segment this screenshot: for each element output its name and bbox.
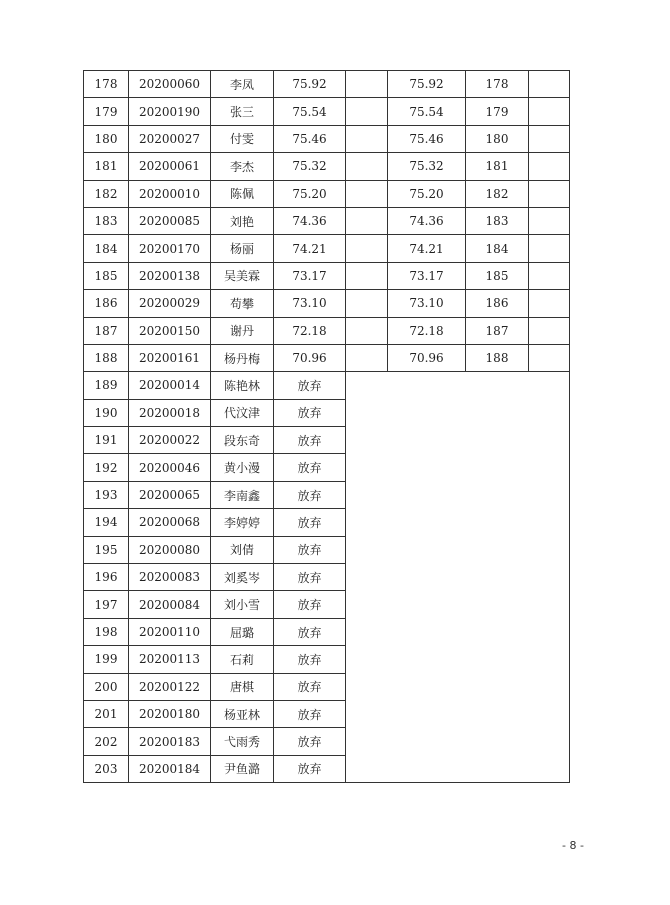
- position-cell: 180: [466, 125, 529, 152]
- blank-cell: [346, 755, 388, 782]
- rank-cell: 188: [84, 344, 129, 371]
- rank-cell: 202: [84, 728, 129, 755]
- table-row: [84, 618, 570, 645]
- total-score-cell: 73.10: [388, 290, 466, 317]
- position-cell: [466, 372, 529, 399]
- candidate-id-cell: 20200170: [129, 235, 211, 262]
- blank-cell: [346, 71, 388, 98]
- name-cell: 屈璐: [211, 618, 274, 645]
- table-row: [84, 591, 570, 618]
- rank-cell: 189: [84, 372, 129, 399]
- note-cell: [529, 344, 570, 371]
- position-cell: [466, 646, 529, 673]
- total-score-cell: [388, 646, 466, 673]
- blank-cell: [346, 673, 388, 700]
- score-cell: 74.21: [274, 235, 346, 262]
- blank-cell: [346, 454, 388, 481]
- name-cell: 陈艳林: [211, 372, 274, 399]
- note-cell: [529, 262, 570, 289]
- blank-cell: [346, 317, 388, 344]
- score-cell: 73.17: [274, 262, 346, 289]
- score-cell: 放弃: [274, 481, 346, 508]
- note-cell: [529, 98, 570, 125]
- score-cell: 75.92: [274, 71, 346, 98]
- total-score-cell: [388, 673, 466, 700]
- rank-cell: 181: [84, 153, 129, 180]
- note-cell: [529, 153, 570, 180]
- candidate-id-cell: 20200110: [129, 618, 211, 645]
- candidate-id-cell: 20200046: [129, 454, 211, 481]
- name-cell: 陈佩: [211, 180, 274, 207]
- note-cell: [529, 372, 570, 399]
- position-cell: [466, 564, 529, 591]
- candidate-id-cell: 20200085: [129, 207, 211, 234]
- rank-cell: 199: [84, 646, 129, 673]
- total-score-cell: 75.32: [388, 153, 466, 180]
- candidate-id-cell: 20200083: [129, 564, 211, 591]
- position-cell: 183: [466, 207, 529, 234]
- position-cell: 178: [466, 71, 529, 98]
- candidate-id-cell: 20200027: [129, 125, 211, 152]
- note-cell: [529, 317, 570, 344]
- blank-cell: [346, 591, 388, 618]
- position-cell: 182: [466, 180, 529, 207]
- note-cell: [529, 399, 570, 426]
- candidate-id-cell: 20200080: [129, 536, 211, 563]
- score-cell: 70.96: [274, 344, 346, 371]
- candidate-id-cell: 20200138: [129, 262, 211, 289]
- candidate-id-cell: 20200190: [129, 98, 211, 125]
- rank-cell: 190: [84, 399, 129, 426]
- table-row: [84, 481, 570, 508]
- name-cell: 谢丹: [211, 317, 274, 344]
- table-row: [84, 509, 570, 536]
- position-cell: [466, 454, 529, 481]
- score-cell: 放弃: [274, 728, 346, 755]
- position-cell: [466, 673, 529, 700]
- blank-cell: [346, 235, 388, 262]
- name-cell: 付雯: [211, 125, 274, 152]
- position-cell: [466, 399, 529, 426]
- position-cell: [466, 427, 529, 454]
- note-cell: [529, 755, 570, 782]
- position-cell: 181: [466, 153, 529, 180]
- note-cell: [529, 290, 570, 317]
- candidate-id-cell: 20200184: [129, 755, 211, 782]
- name-cell: 李凤: [211, 71, 274, 98]
- note-cell: [529, 509, 570, 536]
- total-score-cell: [388, 564, 466, 591]
- blank-cell: [346, 262, 388, 289]
- score-cell: 放弃: [274, 591, 346, 618]
- note-cell: [529, 728, 570, 755]
- blank-cell: [346, 728, 388, 755]
- position-cell: [466, 755, 529, 782]
- candidate-id-cell: 20200122: [129, 673, 211, 700]
- table-row: [84, 71, 570, 98]
- score-cell: 放弃: [274, 564, 346, 591]
- position-cell: [466, 481, 529, 508]
- position-cell: 188: [466, 344, 529, 371]
- total-score-cell: 72.18: [388, 317, 466, 344]
- blank-cell: [346, 180, 388, 207]
- candidate-id-cell: 20200010: [129, 180, 211, 207]
- rank-cell: 196: [84, 564, 129, 591]
- table-row: [84, 98, 570, 125]
- name-cell: 李南鑫: [211, 481, 274, 508]
- name-cell: 代汶津: [211, 399, 274, 426]
- position-cell: [466, 618, 529, 645]
- score-cell: 放弃: [274, 536, 346, 563]
- candidate-id-cell: 20200060: [129, 71, 211, 98]
- note-cell: [529, 180, 570, 207]
- score-cell: 放弃: [274, 427, 346, 454]
- blank-cell: [346, 700, 388, 727]
- note-cell: [529, 427, 570, 454]
- table-row: [84, 700, 570, 727]
- rank-cell: 186: [84, 290, 129, 317]
- blank-cell: [346, 399, 388, 426]
- score-cell: 74.36: [274, 207, 346, 234]
- position-cell: [466, 509, 529, 536]
- position-cell: [466, 536, 529, 563]
- note-cell: [529, 207, 570, 234]
- rank-cell: 203: [84, 755, 129, 782]
- name-cell: 段东奇: [211, 427, 274, 454]
- rank-cell: 180: [84, 125, 129, 152]
- blank-cell: [346, 618, 388, 645]
- table-row: [84, 427, 570, 454]
- candidate-id-cell: 20200161: [129, 344, 211, 371]
- position-cell: [466, 728, 529, 755]
- total-score-cell: 70.96: [388, 344, 466, 371]
- total-score-cell: 74.36: [388, 207, 466, 234]
- table-row: [84, 399, 570, 426]
- blank-cell: [346, 481, 388, 508]
- name-cell: 尹鱼潞: [211, 755, 274, 782]
- blank-cell: [346, 564, 388, 591]
- total-score-cell: [388, 454, 466, 481]
- candidate-id-cell: 20200084: [129, 591, 211, 618]
- name-cell: 李婷婷: [211, 509, 274, 536]
- table-row: [84, 262, 570, 289]
- score-cell: 放弃: [274, 509, 346, 536]
- candidate-id-cell: 20200065: [129, 481, 211, 508]
- table-row: [84, 755, 570, 782]
- total-score-cell: [388, 700, 466, 727]
- note-cell: [529, 71, 570, 98]
- table-row: [84, 454, 570, 481]
- score-cell: 73.10: [274, 290, 346, 317]
- table-row: [84, 290, 570, 317]
- table-row: [84, 344, 570, 371]
- blank-cell: [346, 372, 388, 399]
- total-score-cell: 73.17: [388, 262, 466, 289]
- rank-cell: 182: [84, 180, 129, 207]
- total-score-cell: [388, 728, 466, 755]
- table-row: [84, 728, 570, 755]
- score-cell: 75.46: [274, 125, 346, 152]
- score-cell: 75.32: [274, 153, 346, 180]
- candidate-id-cell: 20200061: [129, 153, 211, 180]
- name-cell: 杨亚林: [211, 700, 274, 727]
- table-row: [84, 317, 570, 344]
- score-cell: 放弃: [274, 618, 346, 645]
- candidate-id-cell: 20200180: [129, 700, 211, 727]
- name-cell: 石莉: [211, 646, 274, 673]
- table-row: [84, 125, 570, 152]
- score-cell: 75.54: [274, 98, 346, 125]
- rank-cell: 185: [84, 262, 129, 289]
- candidate-id-cell: 20200018: [129, 399, 211, 426]
- name-cell: 苟攀: [211, 290, 274, 317]
- total-score-cell: [388, 618, 466, 645]
- total-score-cell: 75.20: [388, 180, 466, 207]
- blank-cell: [346, 290, 388, 317]
- table-row: [84, 673, 570, 700]
- position-cell: 187: [466, 317, 529, 344]
- blank-cell: [346, 344, 388, 371]
- blank-cell: [346, 153, 388, 180]
- candidate-id-cell: 20200183: [129, 728, 211, 755]
- name-cell: 唐棋: [211, 673, 274, 700]
- name-cell: 李杰: [211, 153, 274, 180]
- score-cell: 放弃: [274, 454, 346, 481]
- note-cell: [529, 646, 570, 673]
- name-cell: 杨丹梅: [211, 344, 274, 371]
- score-cell: 放弃: [274, 646, 346, 673]
- total-score-cell: [388, 536, 466, 563]
- candidate-id-cell: 20200022: [129, 427, 211, 454]
- rank-cell: 179: [84, 98, 129, 125]
- position-cell: 185: [466, 262, 529, 289]
- note-cell: [529, 591, 570, 618]
- total-score-cell: 75.92: [388, 71, 466, 98]
- name-cell: 杨丽: [211, 235, 274, 262]
- results-table-body: [84, 71, 570, 783]
- table-row: [84, 564, 570, 591]
- position-cell: [466, 700, 529, 727]
- table-row: [84, 153, 570, 180]
- note-cell: [529, 125, 570, 152]
- note-cell: [529, 536, 570, 563]
- note-cell: [529, 618, 570, 645]
- rank-cell: 193: [84, 481, 129, 508]
- score-cell: 放弃: [274, 700, 346, 727]
- score-cell: 放弃: [274, 372, 346, 399]
- score-cell: 放弃: [274, 399, 346, 426]
- total-score-cell: [388, 481, 466, 508]
- rank-cell: 183: [84, 207, 129, 234]
- name-cell: 吴美霖: [211, 262, 274, 289]
- candidate-id-cell: 20200068: [129, 509, 211, 536]
- total-score-cell: 74.21: [388, 235, 466, 262]
- table-row: [84, 536, 570, 563]
- blank-cell: [346, 509, 388, 536]
- note-cell: [529, 700, 570, 727]
- total-score-cell: [388, 372, 466, 399]
- table-row: [84, 180, 570, 207]
- blank-cell: [346, 646, 388, 673]
- total-score-cell: 75.54: [388, 98, 466, 125]
- rank-cell: 191: [84, 427, 129, 454]
- name-cell: 刘倩: [211, 536, 274, 563]
- position-cell: [466, 591, 529, 618]
- blank-cell: [346, 536, 388, 563]
- score-cell: 放弃: [274, 673, 346, 700]
- note-cell: [529, 454, 570, 481]
- table-row: [84, 235, 570, 262]
- name-cell: 刘艳: [211, 207, 274, 234]
- rank-cell: 195: [84, 536, 129, 563]
- score-cell: 放弃: [274, 755, 346, 782]
- total-score-cell: [388, 509, 466, 536]
- name-cell: 刘奚岑: [211, 564, 274, 591]
- blank-cell: [346, 98, 388, 125]
- rank-cell: 184: [84, 235, 129, 262]
- total-score-cell: [388, 399, 466, 426]
- rank-cell: 187: [84, 317, 129, 344]
- note-cell: [529, 564, 570, 591]
- blank-cell: [346, 207, 388, 234]
- name-cell: 刘小雪: [211, 591, 274, 618]
- score-cell: 75.20: [274, 180, 346, 207]
- name-cell: 黄小漫: [211, 454, 274, 481]
- rank-cell: 198: [84, 618, 129, 645]
- total-score-cell: [388, 755, 466, 782]
- name-cell: 弋雨秀: [211, 728, 274, 755]
- note-cell: [529, 235, 570, 262]
- candidate-id-cell: 20200014: [129, 372, 211, 399]
- rank-cell: 192: [84, 454, 129, 481]
- note-cell: [529, 673, 570, 700]
- candidate-id-cell: 20200029: [129, 290, 211, 317]
- rank-cell: 201: [84, 700, 129, 727]
- position-cell: 184: [466, 235, 529, 262]
- table-row: [84, 372, 570, 399]
- page-number: - 8 -: [562, 839, 584, 852]
- score-cell: 72.18: [274, 317, 346, 344]
- table-row: [84, 207, 570, 234]
- candidate-id-cell: 20200150: [129, 317, 211, 344]
- position-cell: 186: [466, 290, 529, 317]
- results-table: [83, 70, 570, 783]
- rank-cell: 200: [84, 673, 129, 700]
- rank-cell: 197: [84, 591, 129, 618]
- note-cell: [529, 481, 570, 508]
- rank-cell: 194: [84, 509, 129, 536]
- candidate-id-cell: 20200113: [129, 646, 211, 673]
- table-row: [84, 646, 570, 673]
- rank-cell: 178: [84, 71, 129, 98]
- blank-cell: [346, 427, 388, 454]
- position-cell: 179: [466, 98, 529, 125]
- total-score-cell: 75.46: [388, 125, 466, 152]
- name-cell: 张三: [211, 98, 274, 125]
- total-score-cell: [388, 427, 466, 454]
- blank-cell: [346, 125, 388, 152]
- total-score-cell: [388, 591, 466, 618]
